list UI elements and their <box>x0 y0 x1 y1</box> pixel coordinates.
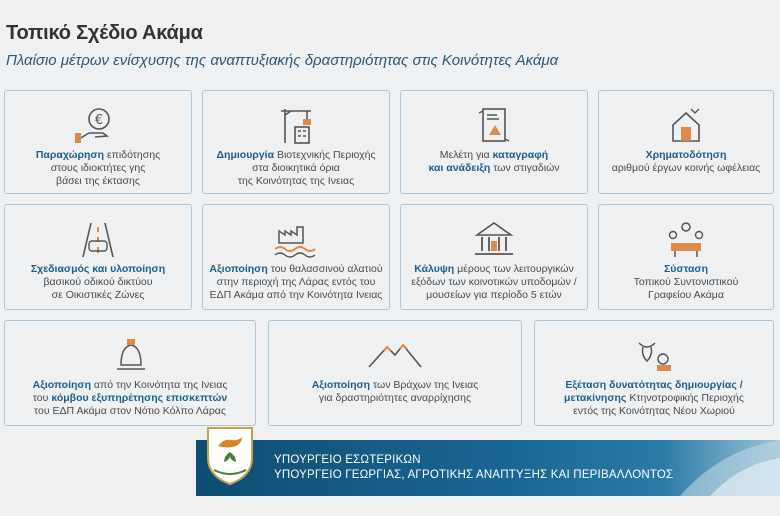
coin-hand-icon <box>68 105 128 145</box>
card-bold: καταγραφή <box>492 149 549 161</box>
card-bold: Χρηματοδότηση <box>645 149 727 161</box>
card-line: της Κοινότητας της Ινειας <box>237 175 355 187</box>
livestock-icon <box>624 335 684 375</box>
card-line: βασικού οδικού δικτύου <box>43 276 153 288</box>
card-line: του ΕΔΠ Ακάμα στον Νότιο Κόλπο Λάρας <box>34 405 226 417</box>
salt-factory-icon <box>266 219 326 259</box>
card-bold: Δημιουργία <box>216 149 275 161</box>
card-line: μουσείων για περίοδο 5 ετών <box>426 289 562 301</box>
wave-decoration-icon <box>660 440 780 496</box>
crane-building-icon <box>266 105 326 145</box>
document-map-icon <box>464 105 524 145</box>
page-title: Τοπικό Σχέδιο Ακάμα <box>6 22 203 44</box>
card-bold: και ανάδειξη <box>428 162 491 174</box>
meeting-icon <box>656 219 716 259</box>
card-livestock-area <box>534 320 774 426</box>
card-road-network <box>4 204 192 310</box>
card-line: Μελέτη για <box>439 149 490 161</box>
card-line: Γραφείου Ακάμα <box>648 289 724 301</box>
card-bold: κόμβου εξυπηρέτησης επισκεπτών <box>51 392 228 404</box>
page-subtitle: Πλαίσιο μέτρων ενίσχυσης της αναπτυξιακής δραστηριότητας στις Κοινότητες Ακάμα <box>6 52 559 69</box>
card-bold: Εξέταση δυνατότητας δημιουργίας / <box>565 379 743 391</box>
card-line: Κτηνοτροφικής Περιοχής <box>629 392 744 404</box>
card-line: εξόδων των κοινοτικών υποδομών / <box>411 276 577 288</box>
card-line: βάσει της έκτασης <box>56 175 140 187</box>
visitor-kiosk-icon <box>100 335 160 375</box>
card-visitor-node <box>4 320 256 426</box>
card-sea-salt <box>202 204 390 310</box>
card-line: σε Οικιστικές Ζώνες <box>51 289 145 301</box>
card-industrial-area <box>202 90 390 194</box>
card-line: Βιοτεχνικής Περιοχής <box>276 149 376 161</box>
card-bold: Σύσταση <box>663 263 709 275</box>
ministry-agriculture: ΥΠΟΥΡΓΕΙΟ ΓΕΩΡΓΙΑΣ, ΑΓΡΟΤΙΚΗΣ ΑΝΑΠΤΥΞΗΣ ΚΑΙ ΠΕΡΙΒΑΛΛΟΝΤΟΣ <box>274 469 674 481</box>
svg-text:€: € <box>94 113 104 128</box>
card-line: επιδότησης <box>106 149 161 161</box>
card-line: στα διοικητικά όρια <box>252 162 340 174</box>
card-line: του θαλασσινού αλατιού <box>270 263 383 275</box>
card-line: ΕΔΠ Ακάμα από την Κοινότητα Ινειας <box>209 289 383 301</box>
road-icon <box>68 219 128 259</box>
card-line: μέρους των λειτουργικών <box>457 263 574 275</box>
cyprus-emblem-icon <box>204 424 256 486</box>
card-line: στην περιοχή της Λάρας εντός του <box>216 276 376 288</box>
card-climbing-rocks <box>268 320 522 426</box>
mountain-icon <box>365 335 425 375</box>
card-line: Τοπικού Συντονιστικού <box>633 276 739 288</box>
card-land-subsidy <box>4 90 192 194</box>
card-line: στους ιδιοκτήτες γης <box>50 162 146 174</box>
card-bold: Αξιοποίηση <box>32 379 91 391</box>
card-line: από την Κοινότητα της Ινειας <box>93 379 228 391</box>
card-bold: Παραχώρηση <box>35 149 105 161</box>
card-bold: Αξιοποίηση <box>311 379 371 391</box>
card-bold: μετακίνησης <box>564 392 627 404</box>
house-money-icon <box>656 105 716 145</box>
card-bold: Αξιοποίηση <box>209 263 268 275</box>
card-line: των Βράχων της Ινειας <box>373 379 479 391</box>
museum-icon <box>464 219 524 259</box>
ministries-banner <box>196 440 780 496</box>
card-line: εντός της Κοινότητας Νέου Χωριού <box>573 405 735 417</box>
card-museums-coverage <box>400 204 588 310</box>
card-bold: Σχεδιασμός και υλοποίηση <box>30 263 166 275</box>
card-line: των στιγαδιών <box>493 162 560 174</box>
card-line: του <box>32 392 49 404</box>
card-coordination-office <box>598 204 774 310</box>
ministry-interior: ΥΠΟΥΡΓΕΙΟ ΕΣΩΤΕΡΙΚΩΝ <box>274 454 421 466</box>
card-public-works-funding <box>598 90 774 194</box>
card-stigadia-study <box>400 90 588 194</box>
card-line: αριθμού έργων κοινής ωφέλειας <box>611 162 761 174</box>
card-line: για δραστηριότητες αναρρίχησης <box>318 392 472 404</box>
card-bold: Κάλυψη <box>414 263 455 275</box>
